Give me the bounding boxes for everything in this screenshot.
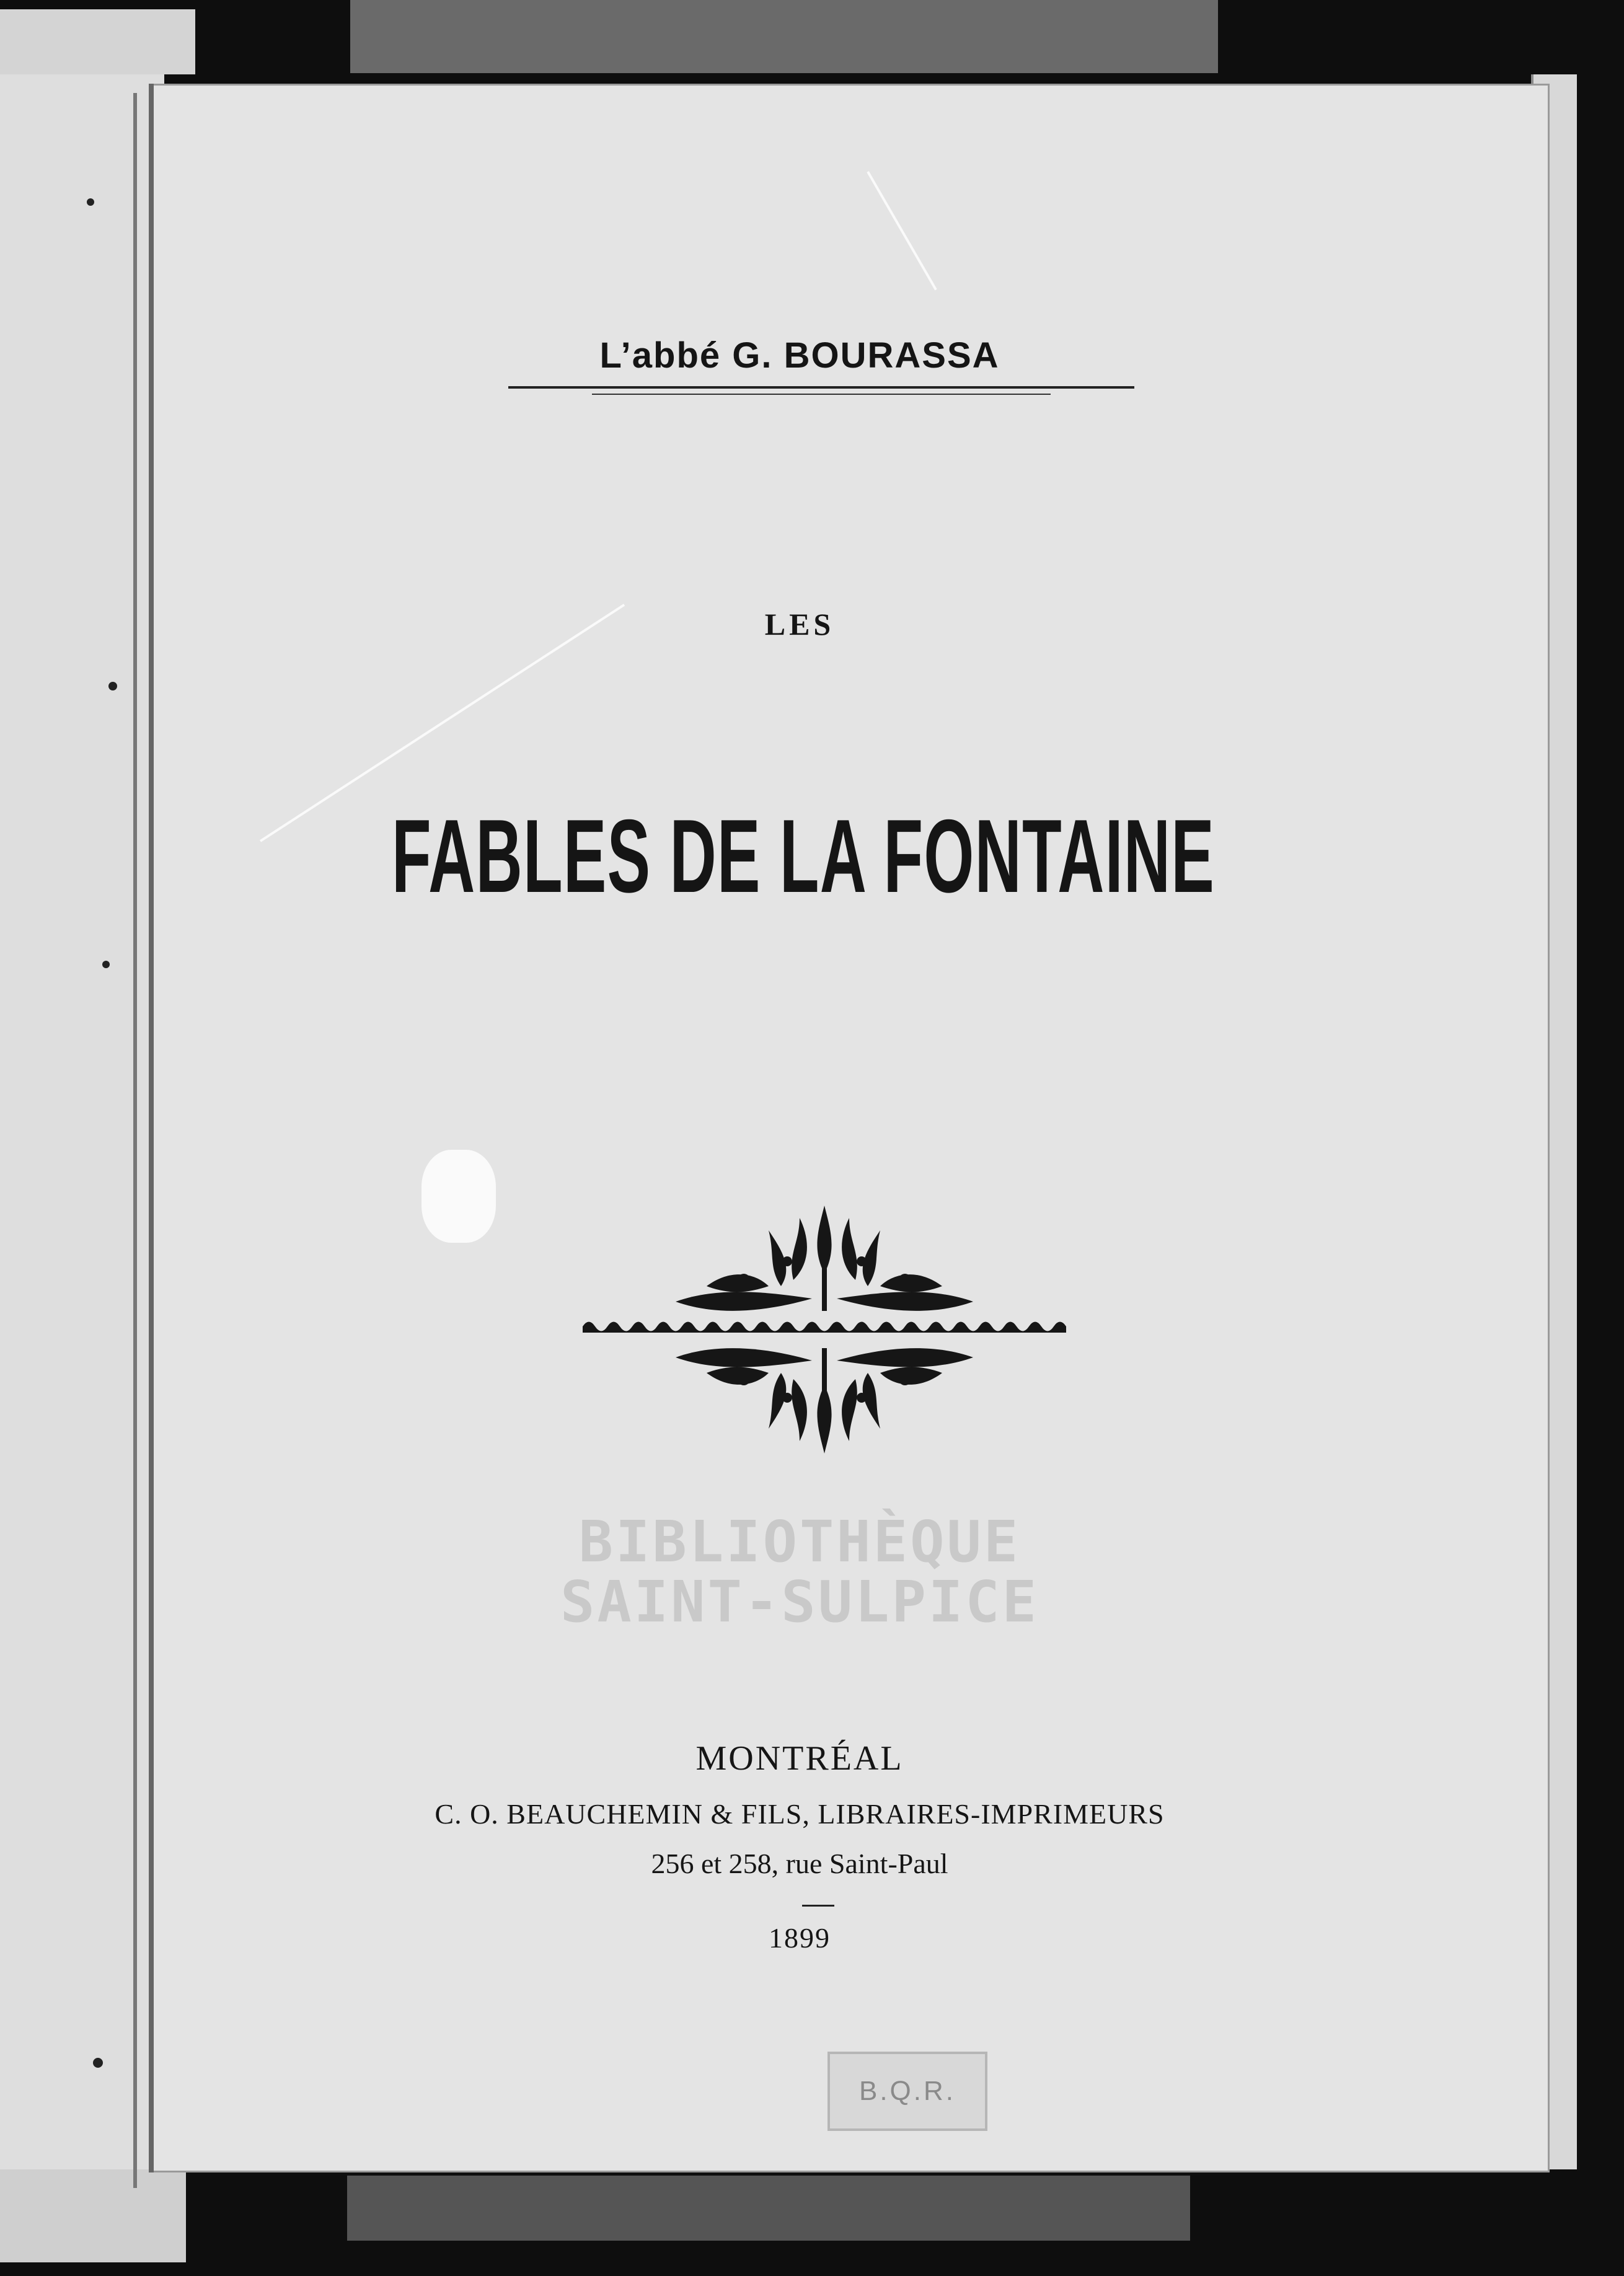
flyleaf-bottom-tab [0, 2169, 186, 2262]
scan-blot [421, 1150, 496, 1243]
scan-speck [102, 961, 110, 968]
imprint-city: MONTRÉAL [695, 1739, 904, 1778]
library-stamp [99, 1509, 1500, 1635]
library-stamp-line-1: BIBLIOTHÈQUE [578, 1509, 1021, 1575]
main-title: FABLES DE LA FONTAINE [391, 798, 1216, 914]
author-name: L’abbé G. BOURASSA [599, 335, 1000, 376]
library-stamp-line-2: SAINT-SULPICE [560, 1568, 1039, 1635]
bottom-background-strip [347, 2176, 1190, 2241]
imprint-dash [802, 1905, 834, 1907]
imprint-address: 256 et 258, rue Saint-Paul [651, 1848, 948, 1879]
shelf-label: B.Q.R. [827, 2052, 987, 2131]
imprint-year: 1899 [769, 1922, 831, 1954]
scan-speck [87, 198, 94, 206]
left-flyleaf [0, 68, 164, 2200]
scan-scratch [867, 171, 937, 291]
author-rule-thin [592, 394, 1051, 395]
flyleaf-top-tab [0, 9, 195, 74]
title-article: LES [764, 607, 835, 642]
author-rule-thick [508, 386, 1134, 389]
scan-speck [108, 682, 117, 690]
imprint-publisher: C. O. BEAUCHEMIN & FILS, LIBRAIRES-IMPRIMEURS [435, 1798, 1165, 1830]
floral-ornament [583, 1193, 1066, 1466]
top-background-strip [350, 0, 1218, 73]
title-page [149, 84, 1550, 2172]
scan-speck [93, 2058, 103, 2068]
